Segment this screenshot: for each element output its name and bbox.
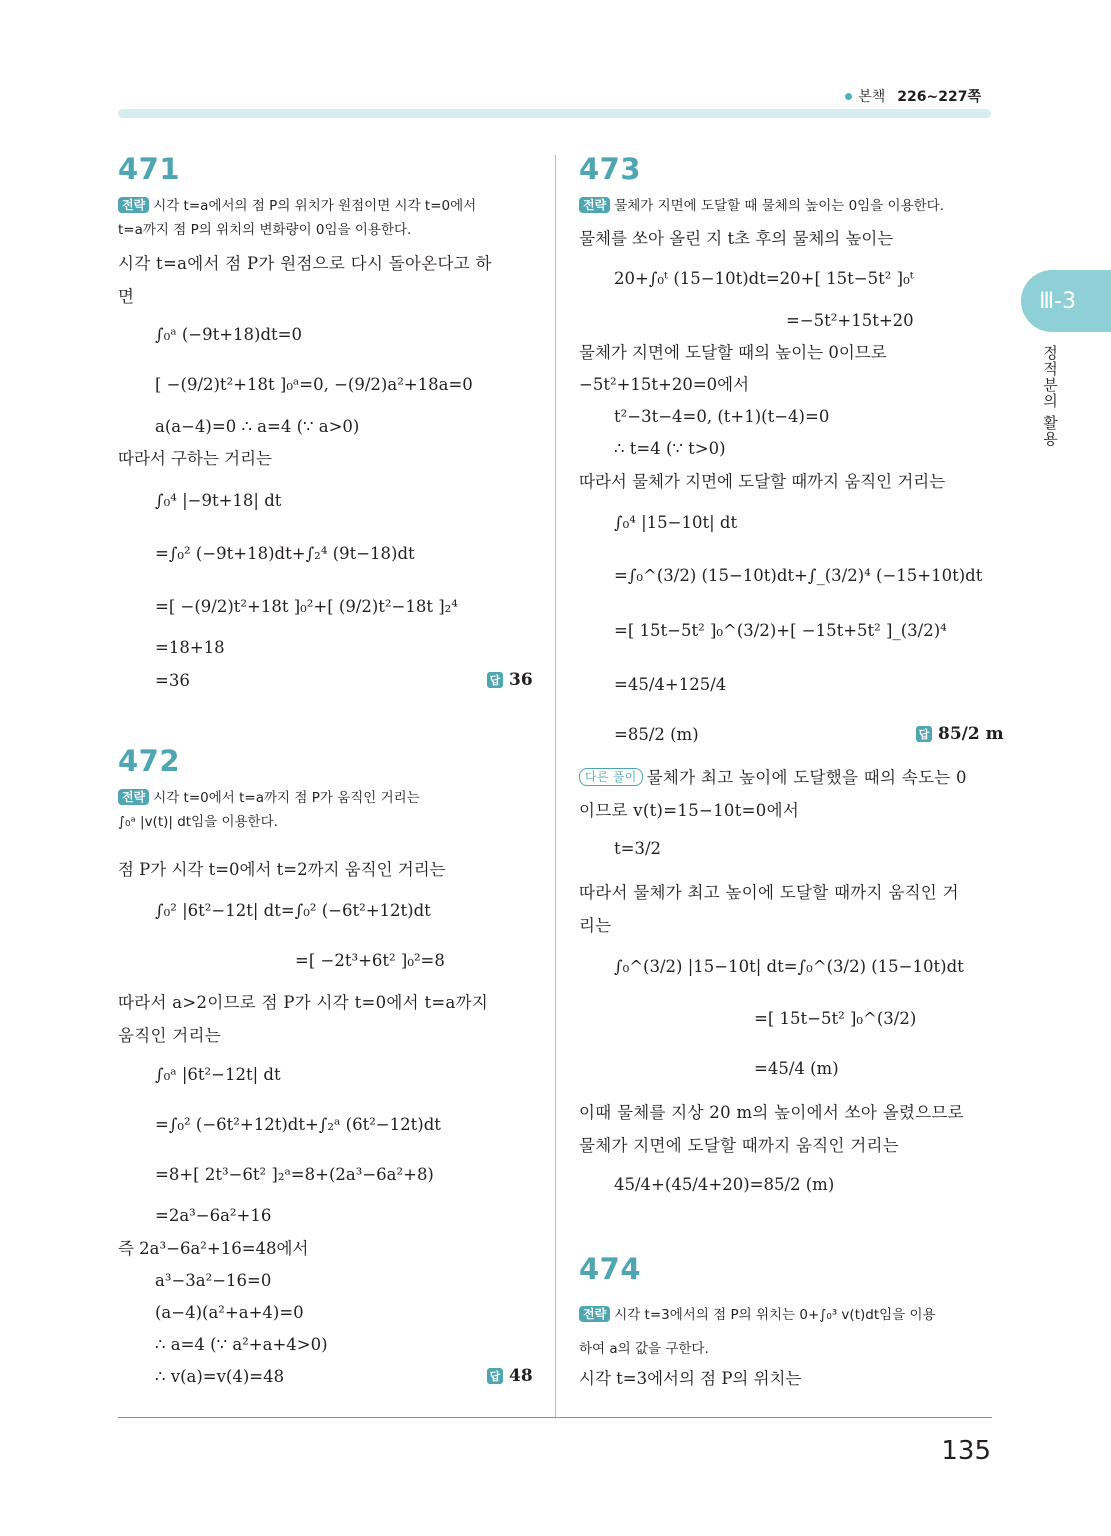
text-line: 즉 2a³−6a²+16=48에서 (118, 1239, 309, 1258)
problem-number: 471 (118, 152, 181, 186)
equation: =45/4 (m) (754, 1059, 839, 1078)
equation: ∫₀² |6t²−12t| dt=∫₀² (−6t²+12t)dt (155, 901, 431, 920)
hint-line: 물체가 지면에 도달할 때 물체의 높이는 0임을 이용한다. (614, 198, 945, 214)
footer-rule (118, 1417, 992, 1418)
solution-text (118, 247, 538, 313)
answer-value: 48 (509, 1366, 533, 1386)
equation: t²−3t−4=0, (t+1)(t−4)=0 (614, 407, 830, 426)
equation: −5t²+15t+20=0에서 (579, 375, 750, 394)
equation: ∫₀⁴ |−9t+18| dt (155, 491, 282, 510)
answer (487, 1366, 533, 1386)
answer-value: 85/2 m (938, 724, 1004, 744)
chapter-tab: Ⅲ-3 (1021, 270, 1111, 332)
text-line: 리는 (579, 916, 612, 935)
text-line: 물체가 지면에 도달할 때의 높이는 0이므로 (579, 343, 887, 362)
equation: =8+[ 2t³−6t² ]₂ᵃ=8+(2a³−6a²+8) (155, 1165, 434, 1184)
strategy-badge: 전략 (579, 197, 610, 213)
answer (487, 670, 533, 690)
text-line: 시각 t=a에서 점 P가 원점으로 다시 돌아온다고 하 (118, 254, 492, 273)
answer-value: 36 (509, 670, 533, 690)
hint-line: 하여 a의 값을 구한다. (579, 1341, 709, 1357)
equation: ∴ v(a)=v(4)=48 (155, 1367, 285, 1386)
strategy-badge: 전략 (118, 197, 149, 213)
column-divider (555, 155, 556, 1417)
equation: =36 (155, 671, 190, 690)
equation: ∫₀⁴ |15−10t| dt (614, 513, 738, 532)
strategy-badge: 전략 (118, 789, 149, 805)
equation: =∫₀² (−9t+18)dt+∫₂⁴ (9t−18)dt (155, 544, 415, 563)
alt-solution-text (579, 876, 991, 942)
equation: a(a−4)=0 ∴ a=4 (∵ a>0) (155, 417, 360, 436)
equation: ∴ a=4 (∵ a²+a+4>0) (155, 1335, 328, 1354)
header-bar (118, 109, 991, 118)
alt-solution-text (579, 761, 991, 827)
equation: =[ 15t−5t² ]₀^(3/2)+[ −15t+5t² ]_(3/2)⁴ (614, 621, 947, 640)
equation: =∫₀² (−6t²+12t)dt+∫₂ᵃ (6t²−12t)dt (155, 1115, 441, 1134)
problem-number: 472 (118, 744, 181, 778)
equation: =[ −(9/2)t²+18t ]₀²+[ (9/2)t²−18t ]₂⁴ (155, 597, 458, 616)
equation: [ −(9/2)t²+18t ]₀ᵃ=0, −(9/2)a²+18a=0 (155, 375, 473, 394)
strategy-badge: 전략 (579, 1306, 610, 1322)
text-line: 따라서 a>2이므로 점 P가 시각 t=0에서 t=a까지 (118, 993, 489, 1012)
answer-badge: 답 (487, 672, 503, 688)
hint-line: 시각 t=0에서 t=a까지 점 P가 움직인 거리는 (153, 790, 420, 806)
hint-line: ∫₀ᵃ |v(t)| dt임을 이용한다. (118, 814, 278, 830)
problem-number: 474 (579, 1252, 642, 1286)
answer-badge: 답 (487, 1368, 503, 1384)
textbook-reference (845, 86, 981, 106)
equation: ∫₀^(3/2) |15−10t| dt=∫₀^(3/2) (15−10t)dt (614, 957, 964, 976)
text-line: 움직인 거리는 (118, 1026, 221, 1045)
text-line: 따라서 물체가 최고 높이에 도달할 때까지 움직인 거 (579, 883, 959, 902)
text-line: 따라서 물체가 지면에 도달할 때까지 움직인 거리는 (579, 472, 946, 491)
alt-solution-badge: 다른 풀이 (579, 768, 643, 786)
equation: ∫₀ᵃ (−9t+18)dt=0 (155, 325, 302, 344)
equation: (a−4)(a²+a+4)=0 (155, 1303, 304, 1322)
strategy-hint (118, 194, 538, 242)
equation: a³−3a²−16=0 (155, 1271, 272, 1290)
strategy-hint (579, 1298, 991, 1366)
answer-badge: 답 (916, 726, 932, 742)
chapter-label: 정적분의 활용 (1041, 345, 1059, 447)
hint-line: 시각 t=a에서의 점 P의 위치가 원점이면 시각 t=0에서 (153, 198, 477, 214)
solution-text (118, 986, 538, 1052)
equation: 45/4+(45/4+20)=85/2 (m) (614, 1175, 835, 1194)
equation: =85/2 (m) (614, 725, 699, 744)
text-line: 시각 t=3에서의 점 P의 위치는 (579, 1369, 802, 1388)
bullet-dot-icon (845, 93, 852, 100)
hint-line: 시각 t=3에서의 점 P의 위치는 0+∫₀³ v(t)dt임을 이용 (614, 1307, 936, 1323)
equation: t=3/2 (614, 839, 662, 858)
text-line: 물체가 최고 높이에 도달했을 때의 속도는 0 (646, 768, 967, 787)
problem-number: 473 (579, 152, 642, 186)
equation: =18+18 (155, 638, 225, 657)
text-line: 면 (118, 287, 135, 306)
hint-line: t=a까지 점 P의 위치의 변화량이 0임을 이용한다. (118, 222, 412, 238)
equation: ∫₀ᵃ |6t²−12t| dt (155, 1065, 281, 1084)
page-number: 135 (941, 1436, 991, 1466)
reference-pages: 226~227쪽 (897, 89, 981, 105)
equation: 20+∫₀ᵗ (15−10t)dt=20+[ 15t−5t² ]₀ᵗ (614, 269, 914, 288)
alt-solution-text (579, 1096, 991, 1162)
equation: ∴ t=4 (∵ t>0) (614, 439, 726, 458)
equation: =∫₀^(3/2) (15−10t)dt+∫_(3/2)⁴ (−15+10t)dt (614, 566, 983, 585)
equation: =[ 15t−5t² ]₀^(3/2) (754, 1009, 917, 1028)
text-line: 물체를 쏘아 올린 지 t초 후의 물체의 높이는 (579, 229, 894, 248)
equation: =2a³−6a²+16 (155, 1206, 272, 1225)
reference-label: 본책 (858, 89, 886, 105)
text-line: 물체가 지면에 도달할 때까지 움직인 거리는 (579, 1136, 900, 1155)
text-line: 이므로 v(t)=15−10t=0에서 (579, 801, 800, 820)
strategy-hint (579, 194, 991, 218)
equation: =−5t²+15t+20 (786, 311, 914, 330)
strategy-hint (118, 786, 538, 834)
text-line: 점 P가 시각 t=0에서 t=2까지 움직인 거리는 (118, 860, 446, 879)
text-line: 이때 물체를 지상 20 m의 높이에서 쏘아 올렸으므로 (579, 1103, 964, 1122)
answer (916, 724, 1004, 744)
equation: =45/4+125/4 (614, 675, 727, 694)
equation: =[ −2t³+6t² ]₀²=8 (295, 951, 445, 970)
text-line: 따라서 구하는 거리는 (118, 449, 272, 468)
